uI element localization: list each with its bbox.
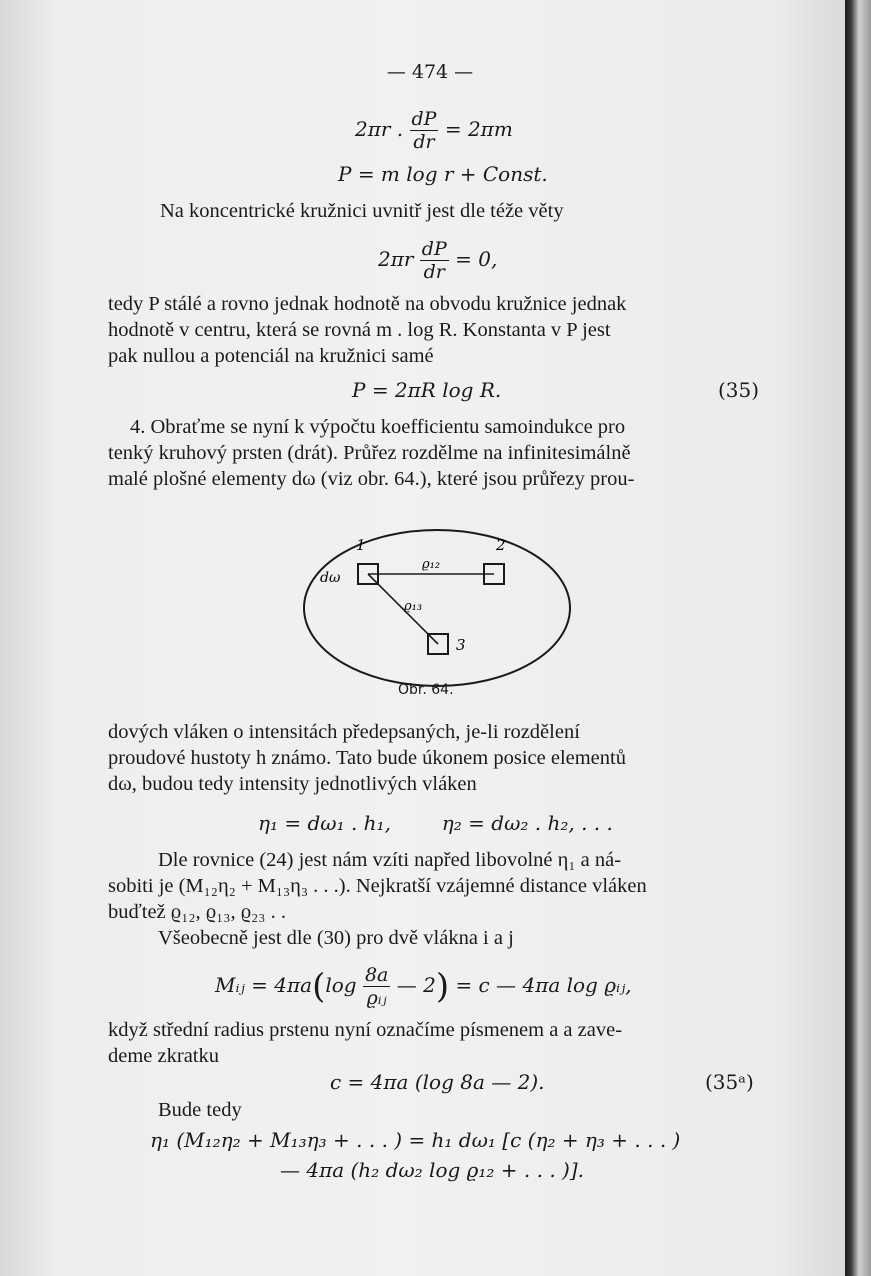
equation-final-line-2: — 4πa (h₂ dω₂ log ϱ₁₂ + . . . )].	[280, 1158, 585, 1182]
fraction-denominator: dr	[423, 261, 445, 283]
figure-label-domega: dω	[320, 570, 341, 586]
paragraph-5-line-3: buďtež ϱ₁₂, ϱ₁₃, ϱ₂₃ . .	[108, 901, 286, 923]
paragraph-8: Bude tedy	[158, 1099, 242, 1121]
paragraph-4-line-3: dω, budou tedy intensity jednotlivých vláken	[108, 773, 477, 795]
equation-1-rhs: = 2πm	[444, 117, 513, 141]
fraction-denominator: dr	[413, 131, 435, 153]
equation-2: P = m log r + Const.	[338, 162, 548, 186]
paragraph-3-line-2: tenký kruhový prsten (drát). Průřez rozdělme na infinitesimálně	[108, 442, 631, 464]
figure-label-3: 3	[456, 636, 466, 654]
paragraph-3-line-1: 4. Obraťme se nyní k výpočtu koefficientu samoindukce pro	[130, 416, 626, 438]
paragraph-2-line-3: pak nullou a potenciál na kružnici samé	[108, 345, 434, 367]
equation-35: P = 2πR log R.	[352, 378, 502, 402]
ring-cross-section-ellipse	[304, 530, 570, 686]
equation-mij-minus: — 2	[396, 973, 436, 997]
figure-label-1: 1	[356, 536, 366, 554]
figure-label-2: 2	[496, 536, 506, 554]
fraction-numerator: dP	[421, 238, 447, 260]
equation-mij-rhs: = c — 4πa log ϱᵢⱼ,	[455, 973, 632, 997]
figure-caption: Obr. 64.	[398, 682, 454, 698]
equation-3	[378, 238, 497, 283]
equation-3-lhs: 2πr	[378, 247, 414, 271]
fraction-numerator: dP	[411, 108, 437, 130]
paragraph-6: Všeobecně jest dle (30) pro dvě vlákna i a j	[158, 927, 514, 949]
figure-label-rho13: ϱ₁₃	[404, 599, 423, 614]
distance-line-13	[368, 574, 438, 644]
page-number: — 474 —	[386, 61, 474, 83]
paragraph-2-line-2: hodnotě v centru, která se rovná m . log R. Konstanta v P jest	[108, 319, 611, 341]
paragraph-5-line-1: Dle rovnice (24) jest nám vzíti napřed libovolné η₁ a ná-	[158, 849, 622, 871]
figure-label-rho12: ϱ₁₂	[422, 557, 441, 572]
equation-eta: η₁ = dω₁ . h₁, η₂ = dω₂ . h₂, . . .	[258, 811, 613, 835]
page-gutter	[845, 0, 871, 1276]
equation-final-line-1: η₁ (M₁₂η₂ + M₁₃η₃ + . . . ) = h₁ dω₁ [c (η₂ + η₃ + . . . )	[150, 1128, 681, 1152]
equation-35-number: (35)	[718, 378, 760, 402]
fraction-numerator: 8a	[364, 964, 389, 986]
paragraph-7-line-2: deme zkratku	[108, 1045, 219, 1067]
paragraph-4-line-2: proudové hustoty h známo. Tato bude úkonem posice elementů	[108, 747, 626, 769]
fraction-8a-rho	[363, 964, 390, 1009]
left-paren: (	[312, 966, 326, 1007]
paragraph-5-line-2: sobiti je (M₁₂η₂ + M₁₃η₃ . . .). Nejkratší vzájemné distance vláken	[108, 875, 647, 897]
right-paren: )	[435, 966, 450, 1007]
fraction-dP-dr-2	[420, 238, 449, 283]
paragraph-3-line-3: malé plošné elementy dω (viz obr. 64.), které jsou průřezy prou-	[108, 468, 635, 490]
equation-mij-lhs: Mᵢⱼ = 4πa	[215, 973, 313, 997]
paragraph-2-line-1: tedy P stálé a rovno jednak hodnotě na obvodu kružnice jednak	[108, 293, 627, 315]
paragraph-4-line-1: dových vláken o intensitách předepsaných, je-li rozdělení	[108, 721, 580, 743]
equation-35a: c = 4πa (log 8a — 2).	[330, 1070, 545, 1094]
equation-35a-number: (35ᵃ)	[705, 1070, 754, 1094]
equation-1-lhs: 2πr .	[355, 117, 404, 141]
equation-mij	[215, 964, 632, 1009]
paragraph-7-line-1: když střední radius prstenu nyní označíme písmenem a a zave-	[108, 1019, 623, 1041]
fraction-denominator: ϱᵢⱼ	[366, 987, 387, 1009]
equation-3-rhs: = 0,	[455, 247, 498, 271]
equation-1	[355, 108, 513, 153]
paragraph-1: Na koncentrické kružnici uvnitř jest dle téže věty	[160, 200, 564, 222]
figure-64	[296, 520, 578, 690]
fraction-dP-dr	[410, 108, 439, 153]
equation-mij-log: log	[325, 973, 357, 997]
